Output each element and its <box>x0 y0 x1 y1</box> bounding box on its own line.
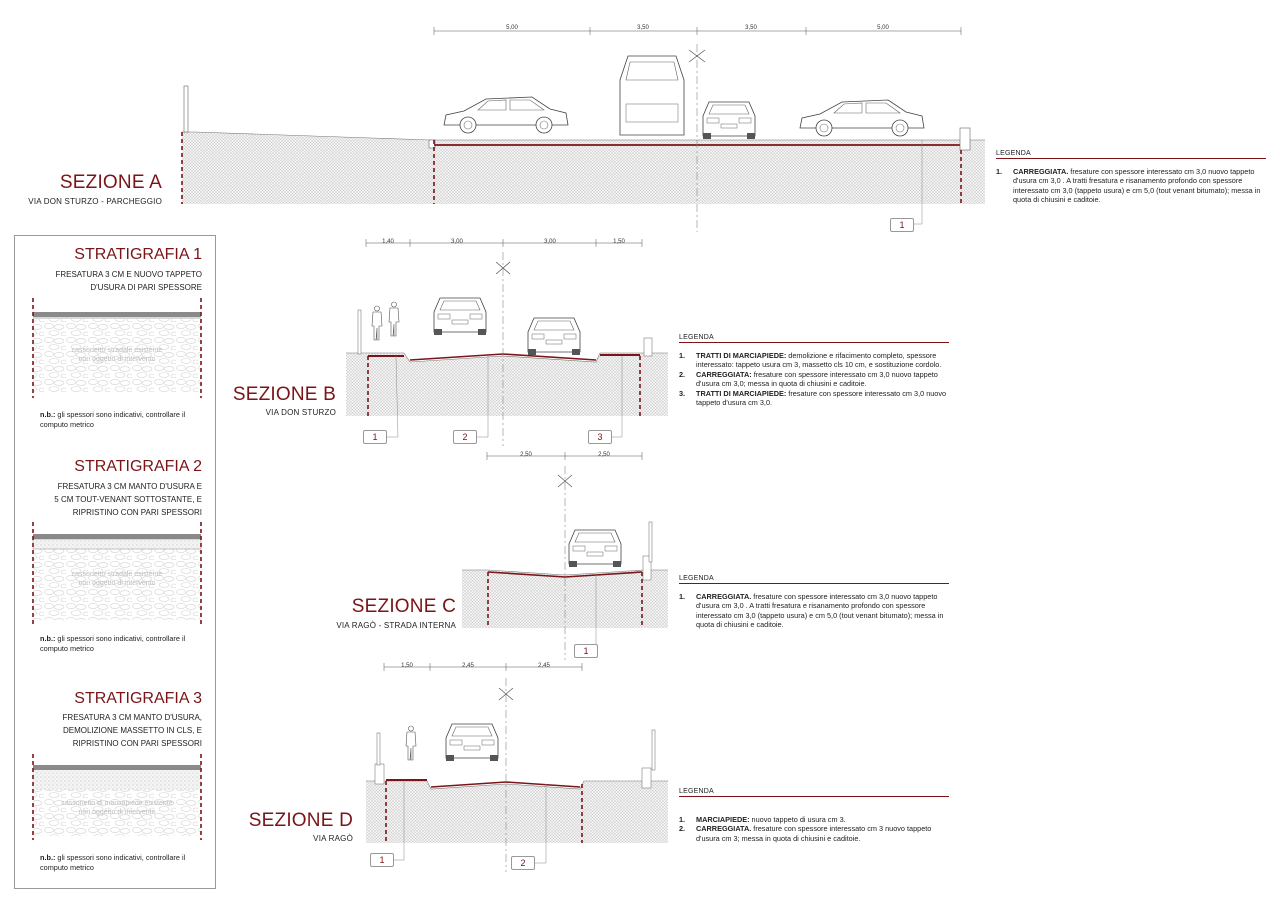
section-b-dim-3: 3,00 <box>544 239 556 245</box>
section-d-tag-1: 1 <box>370 853 394 867</box>
stratigrafia-2-desc: FRESATURA 3 CM MANTO D'USURA E 5 CM TOUT-VENANT SOTTOSTANTE, E RIPRISTINO CON PARI SPESSORI <box>54 482 202 517</box>
section-b-dim-2: 3,00 <box>451 239 463 245</box>
section-d-title: SEZIONE D <box>248 810 353 831</box>
section-a-dim-2: 3,50 <box>637 25 649 31</box>
legend-a-heading: LEGENDA <box>996 150 1266 159</box>
section-b-tag-1: 1 <box>363 430 387 444</box>
stratigrafia-1-note: n.b.: gli spessori sono indicativi, controllare il computo metrico <box>40 410 186 429</box>
section-a-dim-1: 5,00 <box>506 25 518 31</box>
stratigrafia-3-layer-label: cassonetto di marciapiede esistente non oggetto di intervento <box>61 800 173 816</box>
legend-d-heading: LEGENDA <box>679 788 949 797</box>
stratigrafia-3-note: n.b.: gli spessori sono indicativi, controllare il computo metrico <box>40 853 186 872</box>
section-a-dim-4: 5,00 <box>877 25 889 31</box>
section-b-tag-2: 2 <box>453 430 477 444</box>
legend-c-heading: LEGENDA <box>679 575 949 584</box>
legend-c <box>679 592 951 630</box>
section-c-dim-1: 2,50 <box>520 452 532 458</box>
stratigrafia-3-desc: FRESATURA 3 CM MANTO D'USURA, DEMOLIZIONE MASSETTO IN CLS, E RIPRISTINO CON PARI SPESSORI <box>62 713 202 748</box>
legend-a-item-1: 1. CARREGGIATA. fresature con spessore interessato cm 3,0 nuovo tappeto d'usura cm 3,0 . A tratti fresatura e risanamento profondo con spessore interessato cm 3,0 (tappeto usura) e cm 5,0 (tout venant bitumato); messa in quota di chiusini e caditoie. <box>996 167 1261 205</box>
stratigrafia-3-title: STRATIGRAFIA 3 <box>74 690 202 707</box>
legend-a <box>996 167 1268 205</box>
stratigrafia-2-note: n.b.: gli spessori sono indicativi, controllare il computo metrico <box>40 634 186 653</box>
legend-d <box>679 815 951 843</box>
legend-b-heading: LEGENDA <box>679 334 949 343</box>
section-b-dim-1: 1,40 <box>382 239 394 245</box>
section-d-drawing <box>366 663 668 872</box>
section-a-tag-1: 1 <box>890 218 914 232</box>
section-b-dim-4: 1,50 <box>613 239 625 245</box>
section-a-subtitle: VIA DON STURZO - PARCHEGGIO <box>28 197 162 206</box>
legend-c-item-1: 1. CARREGGIATA. fresature con spessore interessato cm 3,0 nuovo tappeto d'usura cm 3,0 . A tratti fresatura e risanamento profondo con spessore interessato cm 3,0 (tappeto usura) e cm 5,0 (tout venant bitumato); messa in quota di chiusini e caditoie. <box>679 592 944 630</box>
legend-b-item-1: 1. TRATTI DI MARCIAPIEDE: demolizione e rifacimento completo, spessore interessato: tappeto usura cm 3, massetto cls 10 cm, e sostituzione cordolo. <box>679 351 942 370</box>
stratigrafia-2-layer-label: cassonetto stradale esistente non oggetto di intervento <box>71 571 163 587</box>
section-b-tag-3: 3 <box>588 430 612 444</box>
section-b-drawing <box>346 239 668 446</box>
stratigrafia-1-title: STRATIGRAFIA 1 <box>74 246 202 263</box>
legend-b-item-2: 2. CARREGGIATA: fresature con spessore interessato cm 3,0 nuovo tappeto d'usura cm 3,0; messa in quota di chiusini e caditoie. <box>679 369 938 389</box>
stratigrafia-1-desc: FRESATURA 3 CM E NUOVO TAPPETO D'USURA DI PARI SPESSORE <box>55 270 202 292</box>
legend-b <box>679 351 951 407</box>
section-d-dim-1: 1,50 <box>401 663 413 669</box>
section-a-dim-3: 3,50 <box>745 25 757 31</box>
section-c-dim-2: 2,50 <box>598 452 610 458</box>
section-c-subtitle: VIA RAGÒ - STRADA INTERNA <box>336 621 456 630</box>
legend-d-item-1: 1. MARCIAPIEDE: nuovo tappeto di usura cm 3. <box>679 815 846 824</box>
section-b-title: SEZIONE B <box>232 384 336 405</box>
section-d-subtitle: VIA RAGÒ <box>313 834 353 843</box>
legend-b-item-3: 3. TRATTI DI MARCIAPIEDE: fresature con spessore interessato cm 3,0 nuovo tappeto d'usura cm 3,0. <box>679 388 947 408</box>
section-b-subtitle: VIA DON STURZO <box>265 408 336 417</box>
section-a-title: SEZIONE A <box>59 172 162 193</box>
stratigrafie-panel <box>14 235 216 889</box>
section-c-tag-1: 1 <box>574 644 598 658</box>
stratigrafia-2-title: STRATIGRAFIA 2 <box>74 458 202 475</box>
legend-d-item-2: 2. CARREGGIATA. fresature con spessore interessato cm 3 nuovo tappeto d'usura cm 3; messa in quota di chiusini e caditoie. <box>679 824 932 843</box>
section-c-title: SEZIONE C <box>351 596 456 617</box>
section-a-drawing <box>182 27 985 232</box>
section-d-dim-3: 2,45 <box>538 663 550 669</box>
section-d-dim-2: 2,45 <box>462 663 474 669</box>
section-d-tag-2: 2 <box>511 856 535 870</box>
section-c-drawing <box>462 452 668 660</box>
stratigrafia-1-layer-label: cassonetto stradale esistente non oggetto di intervento <box>71 347 163 363</box>
